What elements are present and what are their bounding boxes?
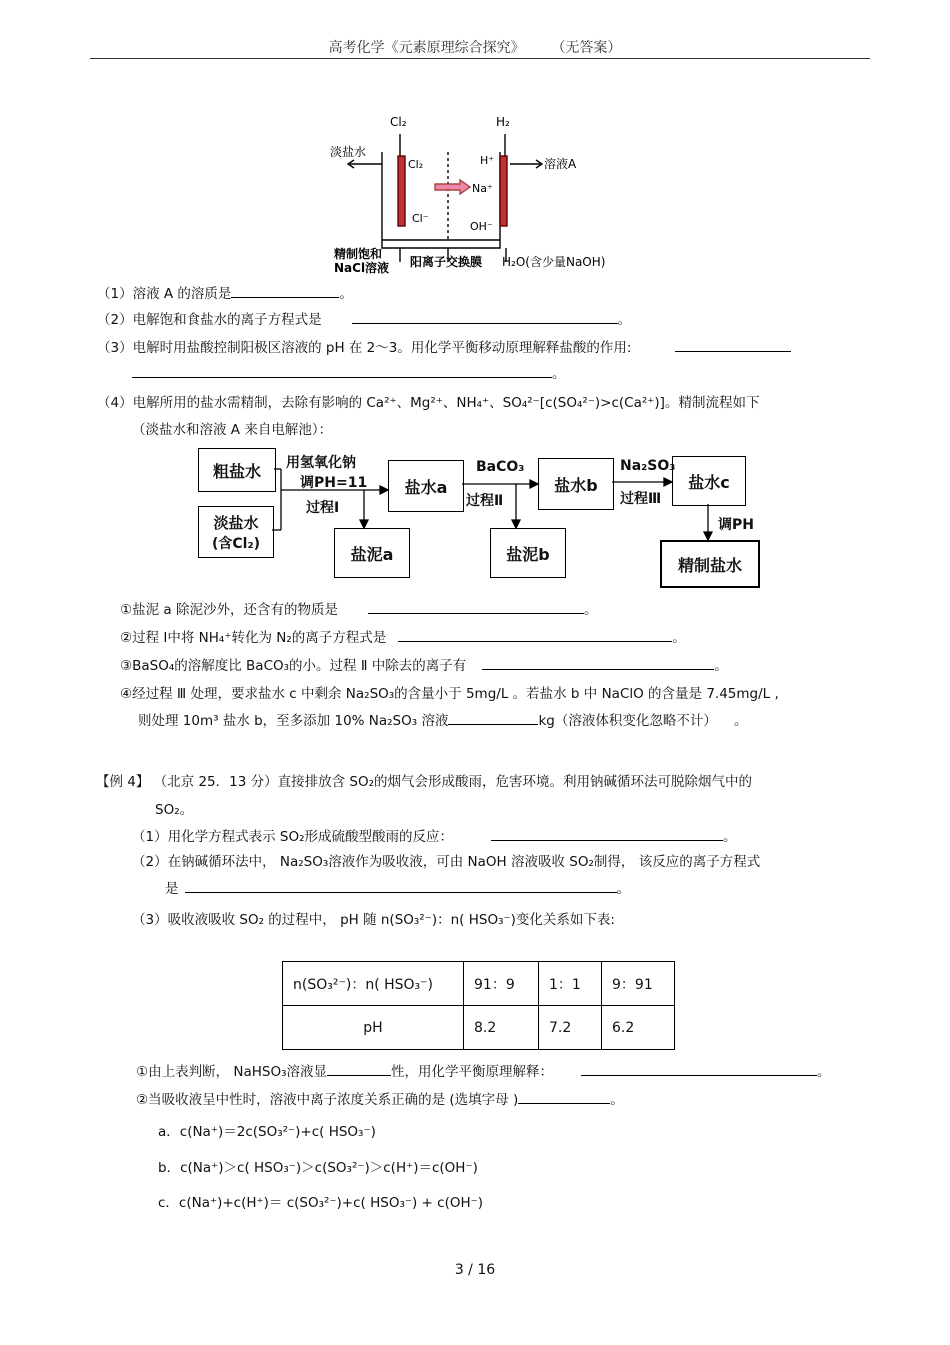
water-label: H₂O(含少量NaOH) <box>502 255 606 269</box>
ex4-line1: 【例 4】 （北京 25．13 分）直接排放含 SO₂的烟气会形成酸雨，危害环境。利用钠碱循环法可脱除烟气中的 <box>96 774 753 790</box>
e2: （2）在钠碱循环法中， Na₂SO₃溶液作为吸收液，可由 NaOH 溶液吸收 SO₂制得， 该反应的离子方程式 <box>132 854 761 870</box>
e2b-text: 是 <box>165 881 179 897</box>
box-refined-brine: 精制盐水 <box>660 540 760 588</box>
feed-label-1: 精制饱和 <box>334 247 383 261</box>
t2-answer-blank[interactable] <box>518 1089 610 1104</box>
page-number: 3 / 16 <box>454 1262 496 1278</box>
proc3-label: 过程Ⅲ <box>620 491 662 507</box>
t1-answer-blank-2[interactable] <box>581 1061 817 1076</box>
sub3 <box>120 654 728 674</box>
t2 <box>136 1088 624 1108</box>
table-cell: n(SO₃²⁻)：n( HSO₃⁻) <box>283 962 464 1006</box>
q1-period: 。 <box>339 286 353 302</box>
adjust-ph-label: 调PH <box>718 517 754 533</box>
cl2-in-label: Cl₂ <box>408 158 424 171</box>
light-brine-label: 淡盐水 <box>330 145 367 159</box>
sub1-text: ①盐泥 a 除泥沙外，还含有的物质是 <box>120 602 338 618</box>
membrane-label: 阳离子交换膜 <box>410 255 483 269</box>
cl-minus-label: Cl⁻ <box>412 212 429 225</box>
table-cell: 7.2 <box>539 1006 602 1050</box>
sub2-answer-blank[interactable] <box>398 627 672 642</box>
q4-sub: （淡盐水和溶液 A 来自电解池）： <box>132 422 333 438</box>
e1-period: 。 <box>723 829 737 845</box>
sub4b-text: 则处理 10m³ 盐水 b，至多添加 10% Na₂SO₃ 溶液 <box>138 713 449 729</box>
table-row <box>283 1006 675 1050</box>
option-c: c．c(Na⁺)+c(H⁺)＝ c(SO₃²⁻)+c( HSO₃⁻) + c(OH⁻) <box>158 1195 484 1211</box>
step1-top-label: 用氢氧化钠 <box>286 455 356 471</box>
q3-period: 。 <box>552 366 566 382</box>
sub4b-unit: kg（溶液体积变化忽略不计） <box>538 713 717 729</box>
q1-text: （1）溶液 A 的溶质是 <box>97 286 232 302</box>
box-brine-a: 盐水a <box>388 460 464 512</box>
box-mud-b: 盐泥b <box>490 528 566 578</box>
h-plus-label: H⁺ <box>480 154 495 167</box>
sub3-period: 。 <box>714 658 728 674</box>
sub2 <box>120 626 686 646</box>
cl2-label: Cl₂ <box>390 115 407 129</box>
table-cell: 6.2 <box>602 1006 675 1050</box>
q2-text: （2）电解饱和食盐水的离子方程式是 <box>97 312 322 328</box>
table-cell: 1：1 <box>539 962 602 1006</box>
table-cell: 91：9 <box>464 962 539 1006</box>
na-plus-label: Na⁺ <box>472 182 493 195</box>
sub1 <box>120 598 597 618</box>
t1 <box>136 1060 831 1080</box>
step1-bottom-label: 调PH=11 <box>300 475 368 491</box>
e1 <box>132 825 737 845</box>
header-note: （无答案） <box>551 40 622 56</box>
box-crude-brine: 粗盐水 <box>198 448 276 492</box>
t1-period: 。 <box>817 1064 831 1080</box>
t2-text: ②当吸收液呈中性时，溶液中离子浓度关系正确的是 (选填字母 ) <box>136 1092 519 1108</box>
ph-ratio-table <box>282 961 675 1050</box>
t1-mid: 性，用化学平衡原理解释： <box>391 1064 554 1080</box>
e2-answer-blank[interactable] <box>185 878 617 893</box>
q3-text: （3）电解时用盐酸控制阳极区溶液的 pH 在 2～3。用化学平衡移动原理解释盐酸的作用: <box>97 340 632 356</box>
reagent2-label: BaCO₃ <box>476 459 525 475</box>
solution-a-label: 溶液A <box>544 157 577 171</box>
proc1-label: 过程Ⅰ <box>306 500 340 516</box>
box-mud-a: 盐泥a <box>334 528 410 578</box>
ex4-line2: SO₂。 <box>155 802 194 818</box>
oh-minus-label: OH⁻ <box>470 220 493 233</box>
option-a: a．c(Na⁺)＝2c(SO₃²⁻)+c( HSO₃⁻) <box>158 1124 376 1140</box>
sub4b-answer-blank[interactable] <box>448 710 538 725</box>
sub2-text: ②过程 Ⅰ中将 NH₄⁺转化为 N₂的离子方程式是 <box>120 630 387 646</box>
sub4b <box>138 709 748 729</box>
e2b <box>165 877 630 897</box>
t2-period: 。 <box>610 1092 624 1108</box>
sub4b-period: 。 <box>734 713 748 729</box>
feed-label-2: NaCl溶液 <box>334 261 390 275</box>
sub1-period: 。 <box>583 602 598 618</box>
table-row <box>283 962 675 1006</box>
sub2-period: 。 <box>672 630 686 646</box>
e3: （3）吸收液吸收 SO₂ 的过程中， pH 随 n(SO₃²⁻)：n( HSO₃⁻)变化关系如下表: <box>132 912 615 928</box>
e1-text: （1）用化学方程式表示 SO₂形成硫酸型酸雨的反应： <box>132 829 453 845</box>
t1-answer-blank-1[interactable] <box>327 1061 391 1076</box>
light-brine-text: 淡盐水 <box>213 513 259 532</box>
box-brine-b: 盐水b <box>538 458 614 510</box>
sub4a: ④经过程 Ⅲ 处理，要求盐水 c 中剩余 Na₂SO₃的含量小于 5mg/L 。若盐水 b 中 NaClO 的含量是 7.45mg/L , <box>120 686 779 702</box>
h2-label: H₂ <box>496 115 510 129</box>
light-brine-sub: (含Cl₂) <box>211 535 260 552</box>
option-b: b．c(Na⁺)＞c( HSO₃⁻)＞c(SO₃²⁻)＞c(H⁺)＝c(OH⁻) <box>158 1160 478 1176</box>
box-brine-c: 盐水c <box>672 456 746 506</box>
reagent3-label: Na₂SO₃ <box>620 458 676 474</box>
t1-text: ①由上表判断， NaHSO₃溶液显 <box>136 1064 328 1080</box>
q4-intro: （4）电解所用的盐水需精制，去除有影响的 Ca²⁺、Mg²⁺、NH₄⁺、SO₄²⁻[c(SO₄²⁻)>c(Ca²⁺)]。精制流程如下 <box>97 395 760 411</box>
e1-answer-blank[interactable] <box>491 826 723 841</box>
q2-period: 。 <box>617 312 632 328</box>
table-cell: 9：91 <box>602 962 675 1006</box>
header-title: 高考化学《元素原理综合探究》 <box>328 40 525 56</box>
table-cell: 8.2 <box>464 1006 539 1050</box>
table-cell: pH <box>283 1006 464 1050</box>
sub3-text: ③BaSO₄的溶解度比 BaCO₃的小。过程 Ⅱ 中除去的离子有 <box>120 658 467 674</box>
proc2-label: 过程Ⅱ <box>466 493 504 509</box>
sub3-answer-blank[interactable] <box>482 655 714 670</box>
sub1-answer-blank[interactable] <box>368 599 584 614</box>
e2-period: 。 <box>616 881 630 897</box>
